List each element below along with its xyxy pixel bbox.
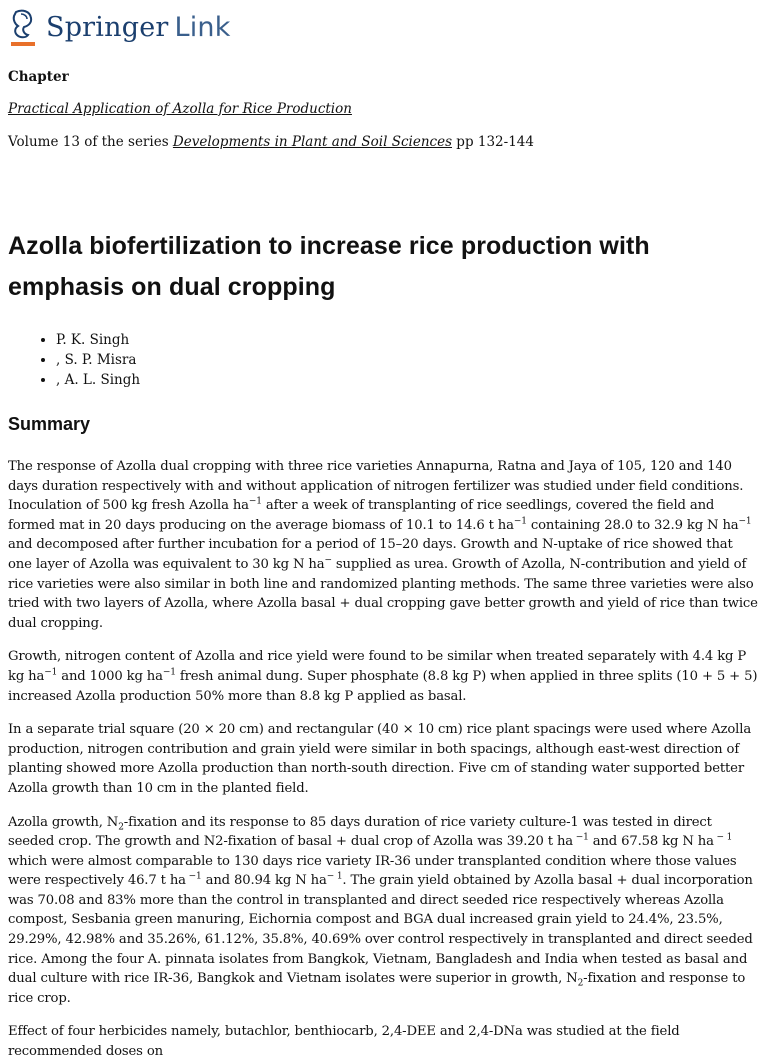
author-item[interactable]: • , S. P. Misra [56,350,760,370]
article-title: Azolla biofertilization to increase rice production with emphasis on dual cropping [8,232,650,301]
site-header [0,0,768,60]
springer-link-logo[interactable] [8,8,231,48]
main-content [0,69,768,1062]
summary-paragraph-5: Effect of four herbicides namely, butachlor, benthiocarb, 2,4-DEE and 2,4-DNa was studied at the field recommended doses on [8,1024,680,1060]
author-list [8,330,760,390]
springer-horse-icon [8,8,38,48]
author-item[interactable]: • , A. L. Singh [56,370,760,390]
summary-paragraph-4: Azolla growth, $N_2$-fixation and its response to 85 days duration of rice variety culture-1 was tested in direct seeded crop. The growth and N2-fixation of basal + dual crop of Azolla was 39.20 t ha $^{-1}$ and 67.58 kg N ha $^{- 1}$ which were almost comparable to 130 days rice variety IR-36 under transplanted condition where those values were respectively 46.7 t ha $^{-1}$ and 80.94 kg N $ha^{- 1}$. The grain yield obtained by Azolla basal + dual incorporation was 70.08 and 83% more than the control in transplanted and direct seeded rice respectively whereas Azolla compost, Sesbania green manuring, Eichornia compost and BGA dual increased grain yield to 24.4%, 23.5%, 29.29%, 42.98% and 35.26%, 61.12%, 35.8%, 40.69% over control respectively in transplanted and direct seeded rice. Among the four A. pinnata isolates from Bangkok, Vietnam, Bangladesh and India when tested as basal and dual culture with rice IR-36, Bangkok and Vietnam isolates were superior in growth, $N_2$-fixation and response to rice crop. [8,814,753,1006]
summary-paragraph-3: In a separate trial square (20 × 20 cm) and rectangular (40 × 10 cm) rice plant spacings were used where Azolla production, nitrogen contribution and grain yield were similar in both spacings, although east-west direction of planting showed more Azolla production than north-south direction. Five cm of standing water supported better Azolla growth than 10 cm in the planted field. [8,722,752,796]
author-item[interactable]: • P. K. Singh [56,330,760,350]
series-prefix: Volume 13 of the series [8,134,169,150]
brand-wordmark [46,8,231,48]
summary-paragraph-2: Growth, nitrogen content of Azolla and rice yield were found to be similar when treated separately with 4.4 kg P kg $ha^{-1}$ and 1000 kg $ha^{-1}$ fresh animal dung. Super phosphate (8.8 kg P) when applied in three splits (10 + 5 + 5) increased Azolla production 50% more than 8.8 kg P applied as basal. [8,649,758,704]
brand-name: Springer [46,12,169,43]
brand-suffix: Link [174,12,231,43]
series-link[interactable]: Developments in Plant and Soil Sciences [172,134,452,150]
summary-heading: Summary [8,414,91,434]
series-pages: pp 132-144 [456,134,534,150]
series-info [8,134,760,150]
chapter-title-link[interactable]: Practical Application of Azolla for Rice Production [8,101,352,117]
content-type-label: Chapter [8,69,69,85]
summary-paragraph-1: The response of Azolla dual cropping with three rice varieties Annapurna, Ratna and Jaya of 105, 120 and 140 days duration respectively with and without application of nitrogen fertilizer was studied under field conditions. Inoculation of 500 kg fresh Azolla $ha^{-1}$ after a week of transplanting of rice seedlings, covered the field and formed mat in 20 days producing on the average biomass of 10.1 to 14.6 t $ha^{-1}$ containing 28.0 to 32.9 kg N $ha^{-1}$ and decomposed after further incubation for a period of 15–20 days. Growth and N-uptake of rice showed that one layer of Azolla was equivalent to 30 kg N ha− supplied as urea. Growth of Azolla, N-contribution and yield of rice varieties were also similar in both line and randomized planting methods. The same three varieties were also tried with two layers of Azolla, where Azolla basal + dual cropping gave better growth and yield of rice than twice dual cropping. [8,459,758,631]
